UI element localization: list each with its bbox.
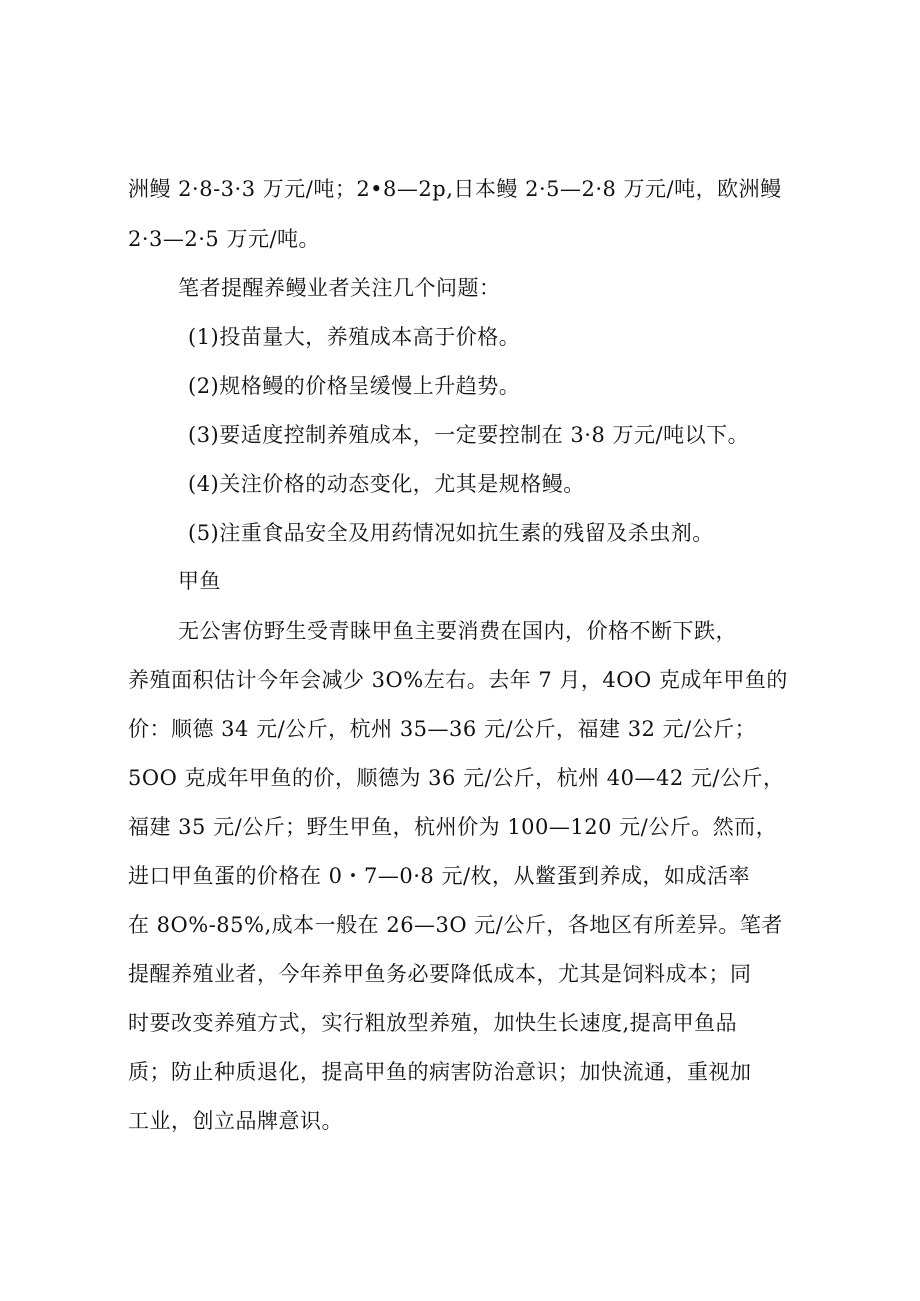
list-item: (2)规格鳗的价格呈缓慢上升趋势。 bbox=[188, 374, 521, 398]
text-line: 时要改变养殖方式，实行粗放型养殖，加快生长速度,提高甲鱼品 bbox=[128, 1011, 738, 1035]
text-line: 福建 35 元/公斤；野生甲鱼，杭州价为 100—120 元/公斤。然而， bbox=[128, 815, 778, 839]
text-line: 工业，创立品牌意识。 bbox=[128, 1109, 343, 1133]
list-item: (5)注重食品安全及用药情况如抗生素的残留及杀虫剂。 bbox=[188, 521, 714, 545]
text-line: 洲鳗 2·8-3·3 万元/吨；2•8—2p,日本鳗 2·5—2·8 万元/吨，欧洲鳗 bbox=[128, 177, 782, 201]
list-item: (3)要适度控制养殖成本，一定要控制在 3·8 万元/吨以下。 bbox=[188, 423, 750, 447]
text-line: 无公害仿野生受青睐甲鱼主要消费在国内，价格不断下跌， bbox=[178, 619, 737, 643]
section-heading: 甲鱼 bbox=[178, 569, 221, 593]
list-item: (1)投苗量大，养殖成本高于价格。 bbox=[188, 325, 521, 349]
text-line: 质；防止种质退化，提高甲鱼的病害防治意识；加快流通，重视加 bbox=[128, 1060, 752, 1084]
list-item: (4)关注价格的动态变化，尤其是规格鳗。 bbox=[188, 472, 585, 496]
text-line: 2·3—2·5 万元/吨。 bbox=[128, 227, 321, 251]
text-line: 笔者提醒养鳗业者关注几个问题： bbox=[178, 276, 501, 300]
text-line: 价：顺德 34 元/公斤，杭州 35—36 元/公斤，福建 32 元/公斤； bbox=[128, 717, 757, 741]
text-line: 进口甲鱼蛋的价格在 0・7—0·8 元/枚，从鳖蛋到养成，如成活率 bbox=[128, 864, 751, 888]
text-line: 提醒养殖业者，今年养甲鱼务必要降低成本，尤其是饲料成本；同 bbox=[128, 962, 752, 986]
text-line: 养殖面积估计今年会减少 3O%左右。去年 7 月，4OO 克成年甲鱼的 bbox=[128, 668, 788, 692]
text-line: 在 8O%-85%,成本一般在 26—3O 元/公斤，各地区有所差异。笔者 bbox=[128, 913, 783, 937]
text-line: 5OO 克成年甲鱼的价，顺德为 36 元/公斤，杭州 40—42 元/公斤， bbox=[128, 766, 785, 790]
